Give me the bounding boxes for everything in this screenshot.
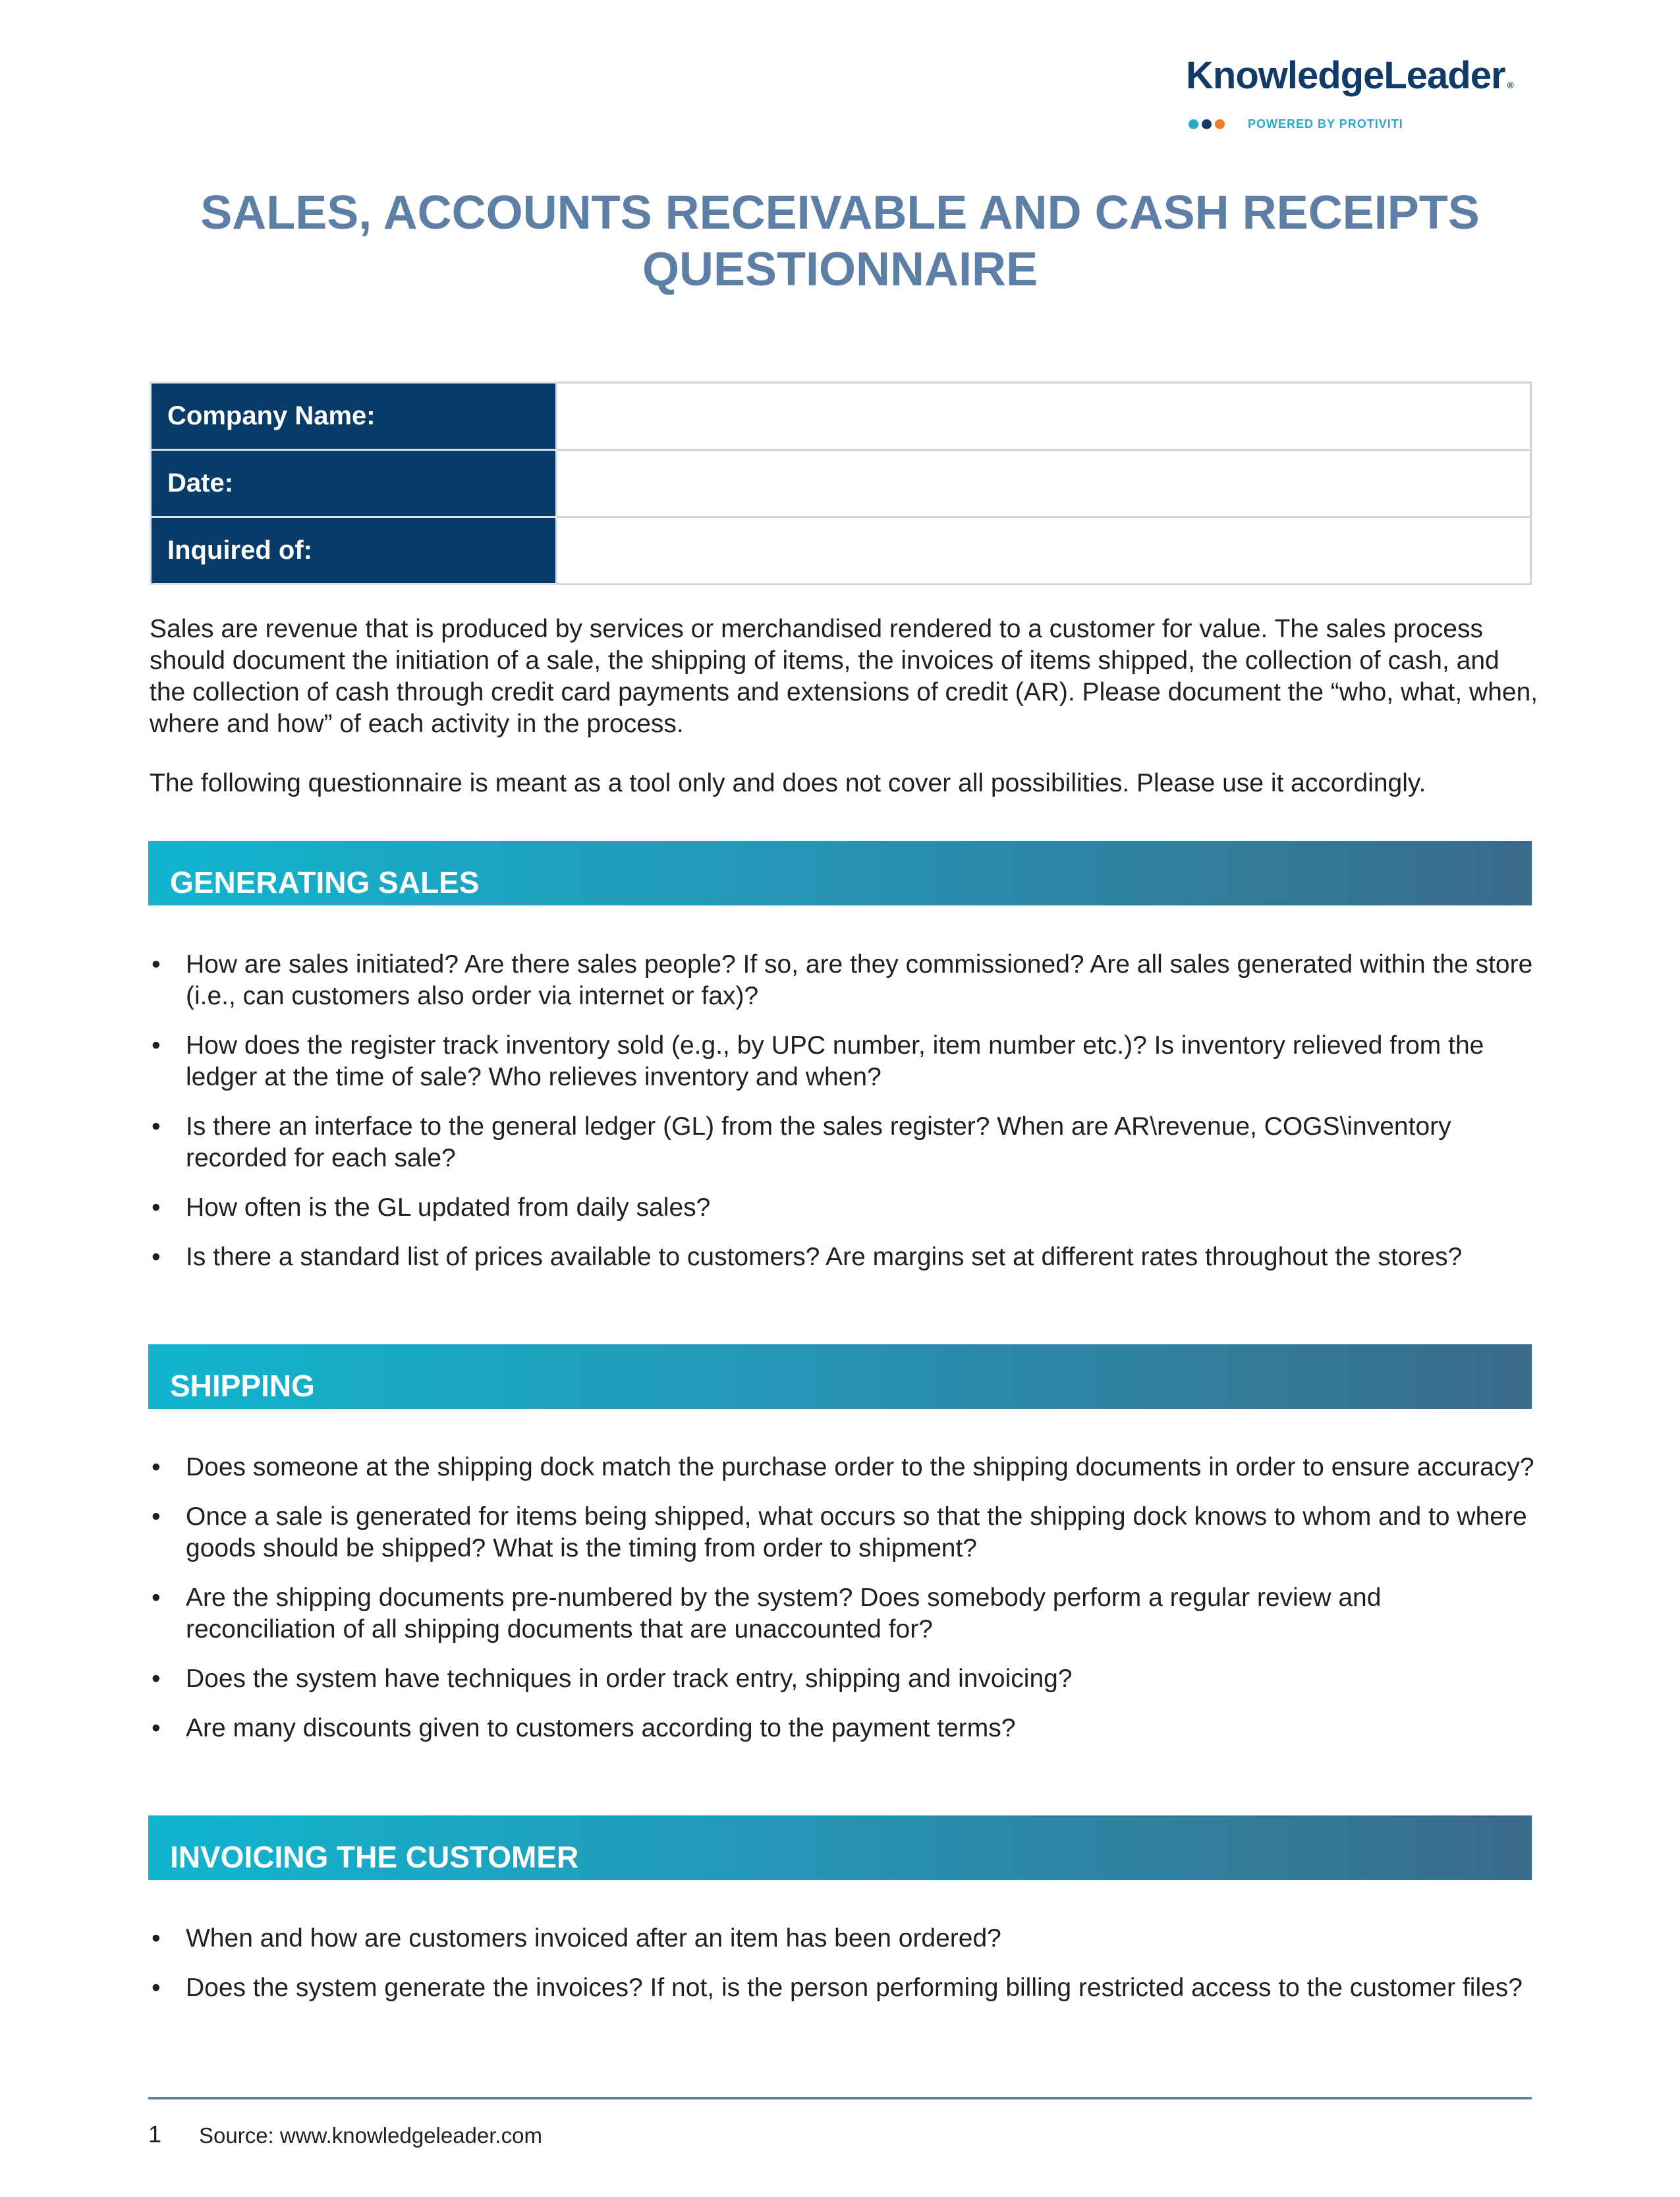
section-header-invoicing (148, 1815, 1532, 1880)
bullet-icon: • (152, 1453, 161, 1481)
section-heading: GENERATING SALES (170, 865, 480, 899)
bullet-icon: • (152, 950, 161, 979)
generating-sales-list (146, 949, 1536, 1291)
source-text: Source: www.knowledgeleader.com (199, 2123, 542, 2148)
section-heading: SHIPPING (170, 1369, 315, 1403)
knowledgeleader-logo (1186, 53, 1528, 131)
company-info-table (150, 382, 1532, 585)
question-text: When and how are customers invoiced after an item has been ordered? (186, 1924, 1001, 1953)
list-item (146, 1713, 1536, 1744)
bullet-icon: • (152, 1974, 161, 2002)
page-title: SALES, ACCOUNTS RECEIVABLE AND CASH RECEIPTS QUESTIONNAIRE (200, 186, 1480, 296)
list-item (146, 1582, 1536, 1645)
question-text: Is there an interface to the general ledger (GL) from the sales register? When are AR\revenue, COGS\inventory recorded for each sale? (186, 1112, 1451, 1172)
list-item (146, 1972, 1536, 2004)
inquired-of-field[interactable] (557, 517, 1531, 585)
list-item (146, 1111, 1536, 1174)
question-text: How are sales initiated? Are there sales people? If so, are they commissioned? Are all sales generated within the store (i.e., can customers also order via internet or fax)? (186, 950, 1533, 1010)
list-item (146, 949, 1536, 1012)
shipping-list (146, 1452, 1536, 1762)
info-row-company (151, 383, 1531, 450)
list-item (146, 1501, 1536, 1564)
list-item (146, 1923, 1536, 1954)
logo-name: KnowledgeLeader (1186, 54, 1505, 97)
bullet-icon: • (152, 1193, 161, 1222)
question-text: Does the system have techniques in order track entry, shipping and invoicing? (186, 1665, 1073, 1693)
list-item (146, 1663, 1536, 1695)
company-name-label: Company Name: (151, 383, 557, 450)
footer-divider (148, 2097, 1532, 2099)
question-text: Does someone at the shipping dock match the purchase order to the shipping documents in order to ensure accuracy? (186, 1453, 1534, 1481)
list-item (146, 1452, 1536, 1483)
section-heading: INVOICING THE CUSTOMER (170, 1840, 579, 1874)
logo-registered-mark: ® (1507, 80, 1513, 90)
page-number: 1 (148, 2121, 162, 2148)
question-text: How often is the GL updated from daily sales? (186, 1193, 711, 1222)
list-item (146, 1241, 1536, 1273)
question-text: How does the register track inventory sold (e.g., by UPC number, item number etc.)? Is inventory relieved from the ledger at the time of sale? Who relieves inventory and when? (186, 1031, 1484, 1091)
bullet-icon: • (152, 1924, 161, 1953)
question-text: Once a sale is generated for items being shipped, what occurs so that the shipping dock knows to whom and to where goods should be shipped? What is the timing from order to shipment? (186, 1502, 1527, 1562)
bullet-icon: • (152, 1502, 161, 1531)
question-text: Does the system generate the invoices? If not, is the person performing billing restricted access to the customer files? (186, 1974, 1523, 2002)
section-header-shipping (148, 1344, 1532, 1409)
bullet-icon: • (152, 1714, 161, 1742)
bullet-icon: • (152, 1112, 161, 1141)
logo-tagline: POWERED BY PROTIVITI (1248, 117, 1403, 130)
invoicing-list (146, 1923, 1536, 2022)
info-row-inquired (151, 517, 1531, 585)
logo-dot-icon (1189, 119, 1198, 129)
company-name-field[interactable] (557, 383, 1531, 450)
question-text: Is there a standard list of prices available to customers? Are margins set at different rates throughout the stores? (186, 1243, 1463, 1271)
question-text: Are many discounts given to customers according to the payment terms? (186, 1714, 1016, 1742)
bullet-icon: • (152, 1243, 161, 1271)
date-label: Date: (151, 450, 557, 517)
section-header-generating-sales (148, 841, 1532, 905)
list-item (146, 1192, 1536, 1224)
logo-dot-icon (1215, 119, 1225, 129)
disclaimer-paragraph: The following questionnaire is meant as a tool only and does not cover all possibilities. Please use it accordingly. (150, 769, 1426, 797)
bullet-icon: • (152, 1031, 161, 1060)
inquired-of-label: Inquired of: (151, 517, 557, 585)
bullet-icon: • (152, 1584, 161, 1612)
question-text: Are the shipping documents pre-numbered by the system? Does somebody perform a regular review and reconciliation of all shipping documents that are unaccounted for? (186, 1584, 1382, 1643)
info-row-date (151, 450, 1531, 517)
bullet-icon: • (152, 1665, 161, 1693)
list-item (146, 1030, 1536, 1093)
logo-dot-icon (1202, 119, 1212, 129)
intro-paragraph: Sales are revenue that is produced by services or merchandised rendered to a customer for value. The sales process should document the initiation of a sale, the shipping of items, the invoices of items shipped, the collection of cash, and the collection of cash through credit card payments and extensions of credit (AR). Please document the “who, what, when, where and how” of each activity in the process. (150, 615, 1538, 738)
date-field[interactable] (557, 450, 1531, 517)
